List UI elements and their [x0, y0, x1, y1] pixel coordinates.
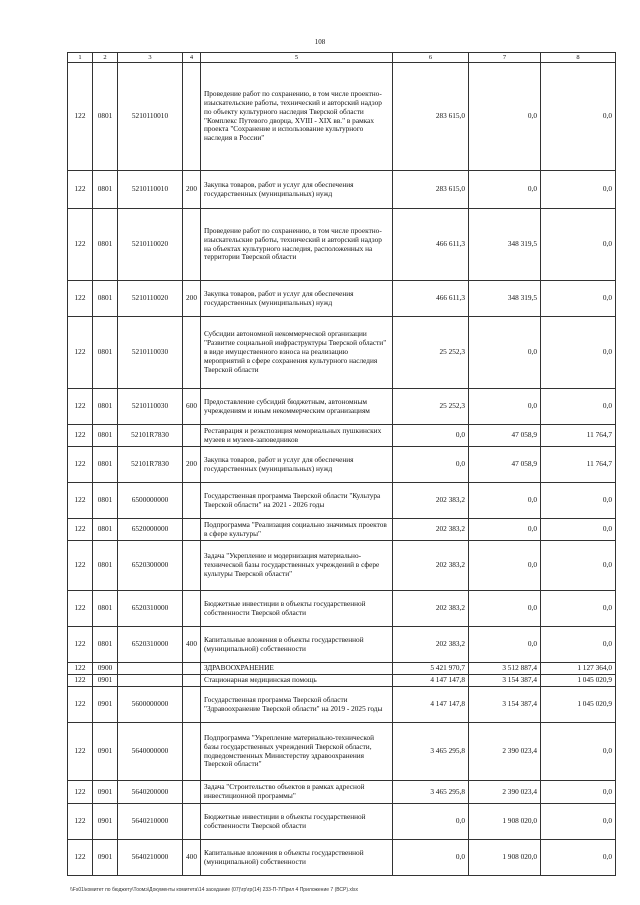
amount-col7: 47 058,9 — [469, 425, 541, 447]
amount-col7: 0,0 — [469, 483, 541, 519]
target-article-code: 52101R7830 — [118, 447, 183, 483]
section-code: 0801 — [93, 281, 118, 317]
amount-col8: 0,0 — [541, 781, 616, 804]
amount-col7: 1 908 020,0 — [469, 840, 541, 876]
target-article-code: 5210110020 — [118, 209, 183, 281]
ved-code: 122 — [68, 519, 93, 541]
target-article-code: 6520310000 — [118, 591, 183, 627]
amount-col7: 47 058,9 — [469, 447, 541, 483]
item-name: Проведение работ по сохранению, в том числе проектно-изыскательские работы, технический и авторский надзор на объектах культурного наследия, расположенных на территории Тверской области — [201, 209, 393, 281]
expense-type-code — [183, 804, 201, 840]
target-article-code: 6520000000 — [118, 519, 183, 541]
ved-code: 122 — [68, 483, 93, 519]
amount-col8: 11 764,7 — [541, 447, 616, 483]
amount-col8: 0,0 — [541, 627, 616, 663]
expense-type-code — [183, 209, 201, 281]
target-article-code: 5640200000 — [118, 781, 183, 804]
amount-col7: 3 154 387,4 — [469, 675, 541, 687]
amount-col7: 0,0 — [469, 63, 541, 171]
expense-type-code — [183, 483, 201, 519]
table-row — [68, 591, 616, 627]
column-number: 5 — [201, 53, 393, 63]
item-name: Капитальные вложения в объекты государственной (муниципальной) собственности — [201, 627, 393, 663]
column-number: 4 — [183, 53, 201, 63]
amount-col8: 0,0 — [541, 317, 616, 389]
amount-col7: 3 512 887,4 — [469, 663, 541, 675]
amount-col8: 1 045 020,9 — [541, 675, 616, 687]
file-path-footer: \\Fs01\комитет по бюджету\Тоомэ\Документы комитета\14 заседание (07)\гр\гр(14) 233-П-7\Прил 4 Приложение 7 (ВСР).xlsx — [70, 887, 359, 893]
item-name: Субсидии автономной некоммерческой организации "Развитие социальной инфраструктуры Тверской области" в виде имущественного взноса на реализацию мероприятий в сфере сохранения культурного наследия Тверской области — [201, 317, 393, 389]
amount-col7: 0,0 — [469, 317, 541, 389]
target-article-code: 5210110030 — [118, 389, 183, 425]
amount-col8: 11 764,7 — [541, 425, 616, 447]
table-row — [68, 425, 616, 447]
amount-col8: 1 045 020,9 — [541, 687, 616, 723]
expense-type-code — [183, 519, 201, 541]
column-number: 6 — [393, 53, 469, 63]
target-article-code: 6520310000 — [118, 627, 183, 663]
ved-code: 122 — [68, 63, 93, 171]
ved-code: 122 — [68, 840, 93, 876]
ved-code: 122 — [68, 663, 93, 675]
ved-code: 122 — [68, 389, 93, 425]
expense-type-code — [183, 687, 201, 723]
section-code: 0801 — [93, 425, 118, 447]
amount-col6: 25 252,3 — [393, 389, 469, 425]
expense-type-code: 200 — [183, 281, 201, 317]
section-code: 0901 — [93, 675, 118, 687]
item-name: Закупка товаров, работ и услуг для обеспечения государственных (муниципальных) нужд — [201, 281, 393, 317]
expense-type-code — [183, 425, 201, 447]
amount-col7: 0,0 — [469, 627, 541, 663]
amount-col6: 0,0 — [393, 804, 469, 840]
amount-col7: 0,0 — [469, 591, 541, 627]
amount-col7: 348 319,5 — [469, 281, 541, 317]
table-row — [68, 171, 616, 209]
item-name: Бюджетные инвестиции в объекты государственной собственности Тверской области — [201, 591, 393, 627]
item-name: Закупка товаров, работ и услуг для обеспечения государственных (муниципальных) нужд — [201, 171, 393, 209]
amount-col6: 4 147 147,8 — [393, 687, 469, 723]
ved-code: 122 — [68, 209, 93, 281]
page-number: 108 — [314, 38, 326, 46]
item-name: Стационарная медицинская помощь — [201, 675, 393, 687]
expense-type-code — [183, 591, 201, 627]
section-code: 0801 — [93, 209, 118, 281]
amount-col6: 3 465 295,8 — [393, 723, 469, 781]
target-article-code: 5210110020 — [118, 281, 183, 317]
ved-code: 122 — [68, 541, 93, 591]
amount-col8: 0,0 — [541, 63, 616, 171]
section-code: 0901 — [93, 781, 118, 804]
amount-col6: 283 615,0 — [393, 171, 469, 209]
item-name: Задача "Строительство объектов в рамках адресной инвестиционной программы" — [201, 781, 393, 804]
table-row — [68, 840, 616, 876]
column-number: 3 — [118, 53, 183, 63]
table-row — [68, 519, 616, 541]
expense-type-code — [183, 317, 201, 389]
column-number: 8 — [541, 53, 616, 63]
amount-col8: 0,0 — [541, 519, 616, 541]
amount-col6: 466 611,3 — [393, 281, 469, 317]
section-code: 0801 — [93, 63, 118, 171]
amount-col7: 0,0 — [469, 541, 541, 591]
target-article-code — [118, 675, 183, 687]
column-number: 7 — [469, 53, 541, 63]
amount-col6: 25 252,3 — [393, 317, 469, 389]
table-row — [68, 389, 616, 425]
item-name: Реставрация и реэкспозиция мемориальных пушкинских музеев и музеев-заповедников — [201, 425, 393, 447]
target-article-code: 5600000000 — [118, 687, 183, 723]
expense-type-code — [183, 781, 201, 804]
amount-col7: 3 154 387,4 — [469, 687, 541, 723]
amount-col8: 1 127 364,0 — [541, 663, 616, 675]
table-row — [68, 483, 616, 519]
amount-col7: 2 390 023,4 — [469, 781, 541, 804]
amount-col7: 0,0 — [469, 519, 541, 541]
item-name: Подпрограмма "Укрепление материально-технической базы государственных учреждений Тверской области, подведомственных Министерству здравоохранения Тверской области" — [201, 723, 393, 781]
table-row — [68, 317, 616, 389]
section-code: 0801 — [93, 541, 118, 591]
section-code: 0801 — [93, 519, 118, 541]
expense-type-code: 200 — [183, 171, 201, 209]
item-name: ЗДРАВООХРАНЕНИЕ — [201, 663, 393, 675]
expense-type-code: 400 — [183, 627, 201, 663]
table-row — [68, 687, 616, 723]
budget-table — [67, 52, 616, 876]
expense-type-code — [183, 723, 201, 781]
ved-code: 122 — [68, 781, 93, 804]
amount-col6: 202 383,2 — [393, 541, 469, 591]
target-article-code: 6500000000 — [118, 483, 183, 519]
table-row — [68, 447, 616, 483]
section-code: 0801 — [93, 483, 118, 519]
amount-col6: 466 611,3 — [393, 209, 469, 281]
amount-col8: 0,0 — [541, 804, 616, 840]
ved-code: 122 — [68, 804, 93, 840]
ved-code: 122 — [68, 425, 93, 447]
amount-col8: 0,0 — [541, 840, 616, 876]
item-name: Подпрограмма "Реализация социально значимых проектов в сфере культуры" — [201, 519, 393, 541]
table-row — [68, 804, 616, 840]
amount-col6: 5 421 970,7 — [393, 663, 469, 675]
ved-code: 122 — [68, 687, 93, 723]
table-row — [68, 627, 616, 663]
expense-type-code — [183, 663, 201, 675]
table-row — [68, 675, 616, 687]
expense-type-code: 400 — [183, 840, 201, 876]
item-name: Предоставление субсидий бюджетным, автономным учреждениям и иным некоммерческим организациям — [201, 389, 393, 425]
column-number-row — [68, 53, 616, 63]
table-row — [68, 663, 616, 675]
amount-col7: 0,0 — [469, 171, 541, 209]
target-article-code: 5210110010 — [118, 171, 183, 209]
target-article-code — [118, 663, 183, 675]
amount-col8: 0,0 — [541, 591, 616, 627]
item-name: Государственная программа Тверской области "Здравоохранение Тверской области" на 2019 - 2025 годы — [201, 687, 393, 723]
amount-col6: 0,0 — [393, 447, 469, 483]
section-code: 0801 — [93, 627, 118, 663]
table-row — [68, 541, 616, 591]
target-article-code: 5640000000 — [118, 723, 183, 781]
amount-col6: 4 147 147,8 — [393, 675, 469, 687]
amount-col8: 0,0 — [541, 541, 616, 591]
amount-col8: 0,0 — [541, 389, 616, 425]
table-row — [68, 209, 616, 281]
amount-col7: 1 908 020,0 — [469, 804, 541, 840]
target-article-code: 5640210000 — [118, 840, 183, 876]
section-code: 0901 — [93, 804, 118, 840]
amount-col7: 0,0 — [469, 389, 541, 425]
section-code: 0901 — [93, 723, 118, 781]
amount-col8: 0,0 — [541, 171, 616, 209]
section-code: 0801 — [93, 317, 118, 389]
table-row — [68, 781, 616, 804]
amount-col7: 2 390 023,4 — [469, 723, 541, 781]
expense-type-code — [183, 675, 201, 687]
ved-code: 122 — [68, 447, 93, 483]
section-code: 0801 — [93, 447, 118, 483]
item-name: Закупка товаров, работ и услуг для обеспечения государственных (муниципальных) нужд — [201, 447, 393, 483]
amount-col6: 0,0 — [393, 425, 469, 447]
amount-col6: 283 615,0 — [393, 63, 469, 171]
amount-col8: 0,0 — [541, 723, 616, 781]
target-article-code: 6520300000 — [118, 541, 183, 591]
column-number: 2 — [93, 53, 118, 63]
target-article-code: 5210110030 — [118, 317, 183, 389]
section-code: 0801 — [93, 389, 118, 425]
table-row — [68, 63, 616, 171]
section-code: 0901 — [93, 687, 118, 723]
target-article-code: 5210110010 — [118, 63, 183, 171]
item-name: Государственная программа Тверской области "Культура Тверской области" на 2021 - 2026 годы — [201, 483, 393, 519]
ved-code: 122 — [68, 171, 93, 209]
amount-col8: 0,0 — [541, 281, 616, 317]
expense-type-code — [183, 541, 201, 591]
section-code: 0801 — [93, 591, 118, 627]
amount-col8: 0,0 — [541, 209, 616, 281]
amount-col6: 202 383,2 — [393, 591, 469, 627]
target-article-code: 52101R7830 — [118, 425, 183, 447]
amount-col6: 202 383,2 — [393, 519, 469, 541]
section-code: 0801 — [93, 171, 118, 209]
item-name: Проведение работ по сохранению, в том числе проектно-изыскательские работы, технический и авторский надзор по объекту культурного наследия Тверской области "Комплекс Путевого дворца, XVIII - XIX вв." в рамках проекта "Сохранение и использование культурного наследия в России" — [201, 63, 393, 171]
amount-col6: 202 383,2 — [393, 483, 469, 519]
amount-col6: 202 383,2 — [393, 627, 469, 663]
amount-col7: 348 319,5 — [469, 209, 541, 281]
item-name: Бюджетные инвестиции в объекты государственной собственности Тверской области — [201, 804, 393, 840]
ved-code: 122 — [68, 317, 93, 389]
ved-code: 122 — [68, 723, 93, 781]
amount-col6: 0,0 — [393, 840, 469, 876]
column-number: 1 — [68, 53, 93, 63]
expense-type-code: 600 — [183, 389, 201, 425]
amount-col6: 3 465 295,8 — [393, 781, 469, 804]
table-row — [68, 281, 616, 317]
table-row — [68, 723, 616, 781]
item-name: Капитальные вложения в объекты государственной (муниципальной) собственности — [201, 840, 393, 876]
amount-col8: 0,0 — [541, 483, 616, 519]
section-code: 0901 — [93, 840, 118, 876]
ved-code: 122 — [68, 281, 93, 317]
ved-code: 122 — [68, 627, 93, 663]
target-article-code: 5640210000 — [118, 804, 183, 840]
item-name: Задача "Укрепление и модернизация материально-технической базы государственных учреждений в сфере культуры Тверской области" — [201, 541, 393, 591]
expense-type-code: 200 — [183, 447, 201, 483]
section-code: 0900 — [93, 663, 118, 675]
expense-type-code — [183, 63, 201, 171]
ved-code: 122 — [68, 675, 93, 687]
ved-code: 122 — [68, 591, 93, 627]
